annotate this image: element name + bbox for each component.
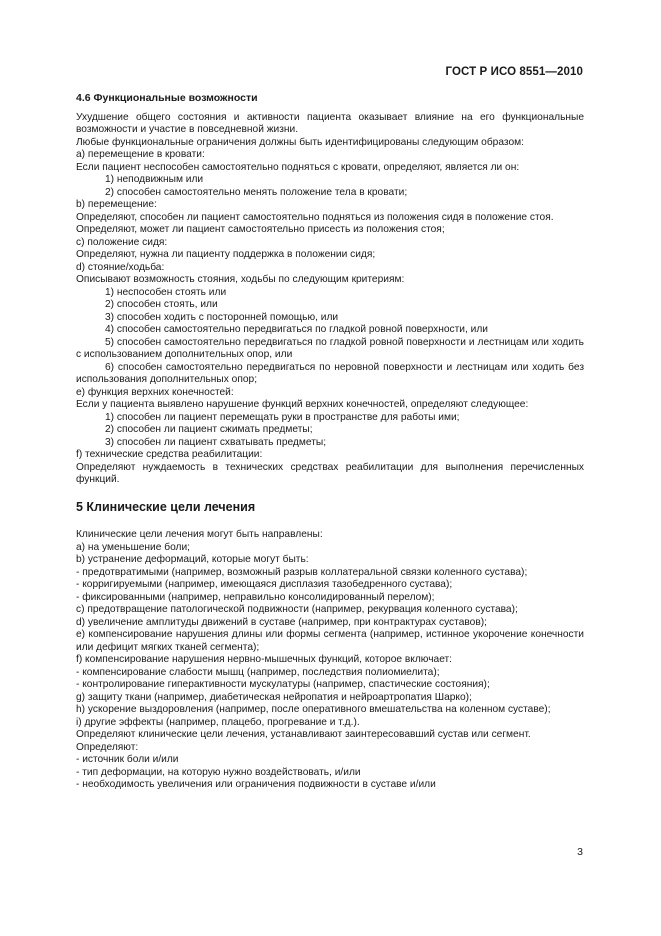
paragraph-line: 6) способен самостоятельно передвигаться по неровной поверхности и лестницам или ходить без использования дополнительных опор; — [76, 361, 584, 385]
paragraph-line: Определяют, может ли пациент самостоятельно присесть из положения стоя; — [76, 224, 445, 235]
paragraph-line: a) перемещение в кровати: — [76, 149, 205, 160]
paragraph-line: Если пациент неспособен самостоятельно подняться с кровати, определяют, является ли он: — [76, 161, 520, 173]
paragraph-line: Определяют, нужна ли пациенту поддержка в положении сидя; — [76, 249, 376, 260]
paragraph-line: 3) способен ли пациент схватывать предметы; — [105, 436, 327, 448]
paragraph-line: Описывают возможность стояния, ходьбы по следующим критериям: — [76, 274, 405, 285]
paragraph-line: Ухудшение общего состояния и активности пациента оказывает влияние на его функциональные возможности и участие в повседневной жизни. — [76, 111, 584, 135]
paragraph-line: a) на уменьшение боли; — [76, 541, 190, 553]
section-5-title: 5 Клинические цели лечения — [76, 499, 256, 514]
paragraph-line: Определяют клинические цели лечения, устанавливают заинтересовавший сустав или сегмент. — [76, 729, 531, 740]
paragraph-line: Любые функциональные ограничения должны быть идентифицированы следующим образом: — [76, 136, 524, 148]
paragraph-line: 2) способен ли пациент сжимать предметы; — [105, 424, 313, 435]
paragraph-line: - фиксированными (например, неправильно консолидированный перелом); — [76, 591, 435, 603]
paragraph-line: b) устранение деформаций, которые могут быть: — [76, 554, 309, 565]
paragraph-line: b) перемещение: — [76, 199, 157, 210]
section-5-body — [76, 529, 584, 792]
paragraph-line: - корригируемыми (например, имеющаяся дисплазия тазобедренного сустава); — [76, 579, 453, 590]
paragraph-line: - предотвратимыми (например, возможный разрыв коллатеральной связки коленного сустава); — [76, 566, 528, 578]
paragraph-line: f) технические средства реабилитации: — [76, 449, 263, 460]
paragraph-line: 5) способен самостоятельно передвигаться по гладкой ровной поверхности и лестницам или ходить с использованием дополнительных опор, или — [76, 336, 584, 360]
paragraph-line: - контролирование гиперактивности мускулатуры (например, спастические состояния); — [76, 679, 490, 690]
paragraph-line: g) защиту ткани (например, диабетическая нейропатия и нейроартропатия Шарко); — [76, 691, 472, 703]
paragraph-line: 4) способен самостоятельно передвигаться по гладкой ровной поверхности, или — [105, 324, 488, 335]
paragraph-line: 1) неспособен стоять или — [105, 286, 227, 298]
section-4-6-title: 4.6 Функциональные возможности — [76, 92, 258, 104]
paragraph-line: d) стояние/ходьба: — [76, 261, 165, 273]
paragraph-line: c) положение сидя: — [76, 236, 168, 248]
paragraph-line: Клинические цели лечения могут быть направлены: — [76, 529, 323, 540]
page-content — [76, 92, 584, 792]
paragraph-line: 1) неподвижным или — [105, 174, 204, 185]
paragraph-line: 2) способен стоять, или — [105, 299, 218, 310]
paragraph-line: h) ускорение выздоровления (например, после оперативного вмешательства на коленном суставе); — [76, 704, 551, 715]
paragraph-line: d) увеличение амплитуды движений в суставе (например, при контрактурах суставов); — [76, 616, 487, 628]
paragraph-line: - источник боли и/или — [76, 754, 179, 765]
paragraph-line: i) другие эффекты (например, плацебо, прогревание и т.д.). — [76, 716, 360, 728]
paragraph-line: - компенсирование слабости мышц (например, последствия полиомиелита); — [76, 666, 440, 678]
page-number: 3 — [577, 846, 583, 858]
paragraph-line: - необходимость увеличения или ограничения подвижности в суставе и/или — [76, 779, 436, 790]
paragraph-line: e) компенсирование нарушения длины или формы сегмента (например, истинное укорочение конечности или дефицит мягких тканей сегмента); — [76, 629, 584, 653]
paragraph-line: Определяют: — [76, 741, 139, 753]
document-code: ГОСТ Р ИСО 8551—2010 — [445, 66, 583, 78]
section-4-6-body — [76, 112, 584, 487]
paragraph-line: Если у пациента выявлено нарушение функций верхних конечностей, определяют следующее: — [76, 399, 529, 410]
paragraph-line: 1) способен ли пациент перемещать руки в пространстве для работы ими; — [105, 411, 460, 423]
paragraph-line: Определяют нуждаемость в технических средствах реабилитации для выполнения перечисленных функций. — [76, 461, 584, 485]
paragraph-line: Определяют, способен ли пациент самостоятельно подняться из положения сидя в положение стоя. — [76, 211, 554, 223]
paragraph-line: 3) способен ходить с посторонней помощью, или — [105, 311, 339, 323]
paragraph-line: e) функция верхних конечностей: — [76, 386, 234, 398]
paragraph-line: - тип деформации, на которую нужно воздействовать, и/или — [76, 766, 361, 778]
paragraph-line: f) компенсирование нарушения нервно-мышечных функций, которое включает: — [76, 654, 453, 665]
paragraph-line: c) предотвращение патологической подвижности (например, рекурвация коленного сустава); — [76, 604, 518, 615]
paragraph-line: 2) способен самостоятельно менять положение тела в кровати; — [105, 186, 408, 198]
